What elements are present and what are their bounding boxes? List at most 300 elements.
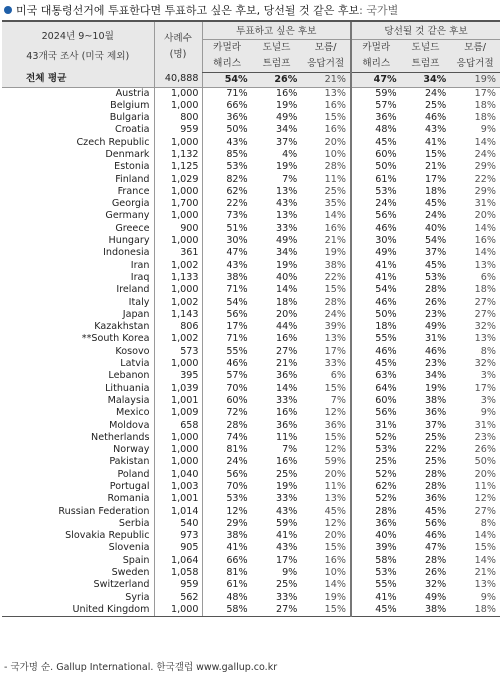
want-trump-cell: 43%	[275, 198, 298, 210]
sample-size-cell: 1,000	[154, 186, 202, 198]
want-trump-cell: 18%	[275, 296, 298, 308]
expect-unknown-cell: 13%	[474, 259, 496, 271]
want-harris-cell: 81%	[202, 567, 252, 579]
col-header-expect-trump-line1: 도널드	[401, 39, 451, 56]
expect-harris-cell: 63%	[351, 370, 401, 382]
sample-size-cell: 1,000	[154, 604, 202, 617]
want-trump-cell: 25%	[275, 579, 298, 591]
want-trump-cell: 41%	[275, 530, 298, 542]
want-harris-cell: 47%	[202, 247, 252, 259]
table-row	[2, 481, 500, 493]
want-harris-cell: 12%	[202, 506, 252, 518]
want-harris-cell: 46%	[202, 358, 252, 370]
expect-unknown-cell: 14%	[474, 222, 496, 234]
want-unknown-cell: 38%	[324, 259, 346, 271]
want-unknown-cell: 14%	[324, 579, 346, 591]
want-trump-cell: 19%	[275, 99, 298, 111]
table-row	[2, 444, 500, 456]
want-harris-cell: 57%	[202, 370, 252, 382]
expect-unknown-cell: 31%	[474, 198, 496, 210]
want-unknown-cell: 17%	[324, 345, 346, 357]
average-expect-unknown: 19%	[450, 72, 500, 87]
sample-size-cell: 900	[154, 223, 202, 235]
want-harris-cell: 29%	[202, 518, 252, 530]
want-harris-cell: 28%	[202, 420, 252, 432]
expect-unknown-cell: 13%	[474, 333, 496, 345]
expect-unknown-cell: 3%	[480, 394, 496, 406]
average-row	[2, 72, 500, 87]
want-harris-cell: 22%	[202, 198, 252, 210]
country-name-cell: Moldova	[109, 419, 150, 431]
country-name-cell: Hungary	[108, 235, 150, 247]
sample-size-cell: 1,014	[154, 506, 202, 518]
want-trump-cell: 59%	[275, 517, 298, 529]
want-unknown-cell: 20%	[324, 530, 346, 542]
want-trump-cell: 34%	[275, 124, 298, 136]
country-name-cell: Finland	[115, 173, 150, 185]
table-row	[2, 198, 500, 210]
want-harris-cell: 54%	[202, 297, 252, 309]
want-trump-cell: 17%	[275, 554, 298, 566]
want-harris-cell: 38%	[202, 530, 252, 542]
expect-unknown-cell: 20%	[474, 468, 496, 480]
expect-trump-cell: 28%	[424, 554, 447, 566]
expect-harris-cell: 55%	[351, 579, 401, 591]
expect-trump-cell: 46%	[424, 112, 447, 124]
country-name-cell: Sweden	[111, 567, 150, 579]
expect-trump-cell: 36%	[424, 407, 447, 419]
want-harris-cell: 56%	[202, 469, 252, 481]
expect-harris-cell: 31%	[351, 420, 401, 432]
want-unknown-cell: 10%	[324, 567, 346, 579]
expect-unknown-cell: 27%	[474, 308, 496, 320]
table-row	[2, 346, 500, 358]
sample-size-cell: 1,143	[154, 309, 202, 321]
want-harris-cell: 24%	[202, 456, 252, 468]
want-trump-cell: 33%	[275, 394, 298, 406]
expect-unknown-cell: 29%	[474, 185, 496, 197]
want-harris-cell: 62%	[202, 186, 252, 198]
expect-harris-cell: 60%	[351, 395, 401, 407]
expect-trump-cell: 38%	[401, 604, 451, 617]
expect-trump-cell: 32%	[424, 579, 447, 591]
expect-unknown-cell: 9%	[480, 407, 496, 419]
expect-trump-cell: 49%	[424, 321, 447, 333]
sample-size-cell: 1,003	[154, 481, 202, 493]
bullet-icon	[4, 6, 12, 14]
want-unknown-cell: 11%	[324, 173, 346, 185]
average-want-harris: 54%	[202, 72, 252, 87]
expect-unknown-cell: 50%	[474, 456, 496, 468]
country-name-cell: Portugal	[109, 481, 150, 492]
expect-unknown-cell: 17%	[474, 87, 496, 99]
expect-unknown-cell: 18%	[450, 604, 500, 617]
table-row	[2, 383, 500, 395]
table-row	[2, 420, 500, 432]
want-trump-cell: 16%	[275, 333, 298, 345]
expect-trump-cell: 21%	[424, 161, 447, 173]
expect-trump-cell: 28%	[424, 468, 447, 480]
want-trump-cell: 34%	[275, 247, 298, 259]
want-harris-cell: 48%	[202, 592, 252, 604]
want-trump-cell: 40%	[275, 271, 298, 283]
expect-unknown-cell: 3%	[480, 370, 496, 382]
expect-harris-cell: 46%	[351, 346, 401, 358]
want-trump-cell: 14%	[275, 382, 298, 394]
sample-size-label: 사례수	[164, 33, 192, 44]
country-name-cell: Kazakhstan	[94, 321, 150, 333]
expect-unknown-cell: 31%	[474, 419, 496, 431]
country-name-cell: Slovenia	[108, 542, 150, 554]
expect-unknown-cell: 18%	[474, 112, 496, 124]
expect-unknown-cell: 32%	[474, 358, 496, 370]
want-unknown-cell: 12%	[324, 517, 346, 529]
expect-trump-cell: 18%	[424, 185, 447, 197]
country-name-cell: Bulgaria	[109, 112, 150, 124]
want-trump-cell: 33%	[275, 591, 298, 603]
expect-harris-cell: 36%	[351, 518, 401, 530]
want-trump-cell: 33%	[275, 222, 298, 234]
country-name-cell: Malaysia	[107, 394, 150, 406]
want-unknown-cell: 16%	[324, 124, 346, 136]
expect-unknown-cell: 26%	[474, 444, 496, 456]
want-harris-cell: 55%	[202, 346, 252, 358]
want-harris-cell: 36%	[202, 112, 252, 124]
want-trump-cell: 13%	[275, 210, 298, 222]
table-row	[2, 395, 500, 407]
table-row	[2, 137, 500, 149]
expect-harris-cell: 41%	[351, 272, 401, 284]
expect-harris-cell: 53%	[351, 567, 401, 579]
expect-unknown-cell: 11%	[474, 481, 496, 492]
col-header-want-harris-line1: 카멀라	[202, 39, 252, 56]
want-trump-cell: 49%	[275, 112, 298, 124]
table-row	[2, 174, 500, 186]
sample-size-cell: 800	[154, 112, 202, 124]
expect-trump-cell: 24%	[424, 87, 447, 99]
table-row	[2, 407, 500, 419]
want-trump-cell: 49%	[275, 235, 298, 247]
survey-scope: 43개국 조사 (미국 제외)	[26, 51, 130, 62]
sample-size-cell: 1,039	[154, 383, 202, 395]
want-unknown-cell: 15%	[324, 431, 346, 443]
want-unknown-cell: 13%	[324, 87, 346, 99]
expect-harris-cell: 50%	[351, 309, 401, 321]
want-harris-cell: 53%	[202, 161, 252, 173]
expect-unknown-cell: 8%	[480, 517, 496, 529]
table-row	[2, 284, 500, 296]
want-harris-cell: 74%	[202, 432, 252, 444]
sample-size-cell: 1,132	[154, 149, 202, 161]
sample-size-cell: 973	[154, 530, 202, 542]
want-harris-cell: 82%	[202, 174, 252, 186]
country-name-cell: Lithuania	[105, 382, 150, 394]
want-unknown-cell: 13%	[324, 333, 346, 345]
average-want-unknown: 21%	[301, 72, 351, 87]
expect-harris-cell: 36%	[351, 112, 401, 124]
expect-trump-cell: 41%	[424, 136, 447, 148]
table-row	[2, 100, 500, 112]
expect-unknown-cell: 15%	[474, 542, 496, 554]
expect-trump-cell: 26%	[424, 296, 447, 308]
table-row	[2, 124, 500, 136]
expect-harris-cell: 60%	[351, 149, 401, 161]
sample-size-cell: 1,002	[154, 297, 202, 309]
want-trump-cell: 11%	[275, 431, 298, 443]
sample-size-cell: 1,002	[154, 260, 202, 272]
sample-size-cell: 361	[154, 247, 202, 259]
average-n: 40,888	[154, 72, 202, 87]
title-row	[4, 2, 398, 18]
country-name-cell: Iraq	[130, 271, 150, 283]
expect-harris-cell: 50%	[351, 161, 401, 173]
want-unknown-cell: 15%	[324, 112, 346, 124]
expect-unknown-cell: 18%	[474, 284, 496, 296]
expect-trump-cell: 23%	[424, 308, 447, 320]
country-name-cell: **South Korea	[81, 333, 150, 345]
want-harris-cell: 41%	[202, 542, 252, 554]
expect-harris-cell: 52%	[351, 432, 401, 444]
want-unknown-cell: 39%	[324, 321, 346, 333]
sample-size-cell: 1,029	[154, 174, 202, 186]
want-trump-cell: 27%	[275, 345, 298, 357]
expect-trump-cell: 49%	[424, 591, 447, 603]
group-header-want: 투표하고 싶은 후보	[202, 21, 351, 39]
country-name-cell: Syria	[125, 591, 150, 603]
expect-harris-cell: 45%	[351, 358, 401, 370]
sample-size-cell: 806	[154, 321, 202, 333]
sample-size-cell: 573	[154, 346, 202, 358]
want-harris-cell: 71%	[202, 87, 252, 100]
expect-harris-cell: 55%	[351, 333, 401, 345]
want-unknown-cell: 12%	[324, 407, 346, 419]
want-trump-cell: 19%	[275, 161, 298, 173]
table-row	[2, 210, 500, 222]
expect-unknown-cell: 13%	[474, 579, 496, 591]
expect-unknown-cell: 14%	[474, 247, 496, 259]
expect-unknown-cell: 32%	[474, 321, 496, 333]
expect-harris-cell: 62%	[351, 481, 401, 493]
country-name-cell: Georgia	[111, 198, 150, 210]
want-unknown-cell: 15%	[324, 542, 346, 554]
expect-harris-cell: 45%	[351, 137, 401, 149]
want-unknown-cell: 13%	[324, 493, 346, 505]
sample-size-cell: 1,002	[154, 333, 202, 345]
want-harris-cell: 53%	[202, 493, 252, 505]
sample-size-cell: 1,000	[154, 358, 202, 370]
expect-unknown-cell: 27%	[474, 505, 496, 517]
expect-harris-cell: 64%	[351, 383, 401, 395]
country-name-cell: Japan	[122, 308, 150, 320]
want-unknown-cell: 59%	[324, 456, 346, 468]
expect-harris-cell: 56%	[351, 407, 401, 419]
expect-unknown-cell: 20%	[474, 210, 496, 222]
want-trump-cell: 9%	[282, 567, 298, 579]
country-name-cell: Latvia	[120, 358, 150, 370]
expect-trump-cell: 45%	[424, 259, 447, 271]
table-row	[2, 555, 500, 567]
col-header-want-unknown-line2: 응답거절	[301, 56, 351, 73]
expect-harris-cell: 53%	[351, 186, 401, 198]
expect-unknown-cell: 9%	[480, 591, 496, 603]
country-name-cell: Russian Federation	[58, 505, 150, 517]
want-harris-cell: 85%	[202, 149, 252, 161]
want-unknown-cell: 22%	[324, 271, 346, 283]
table-row	[2, 567, 500, 579]
want-trump-cell: 7%	[282, 173, 298, 185]
table-row	[2, 260, 500, 272]
expect-harris-cell: 18%	[351, 321, 401, 333]
want-harris-cell: 30%	[202, 235, 252, 247]
want-harris-cell: 72%	[202, 407, 252, 419]
country-name-cell: Lebanon	[108, 370, 150, 382]
expect-trump-cell: 28%	[424, 284, 447, 296]
expect-trump-cell: 31%	[424, 333, 447, 345]
country-name-cell: Denmark	[105, 148, 150, 160]
expect-unknown-cell: 14%	[474, 554, 496, 566]
table-row	[2, 579, 500, 591]
table-row	[2, 149, 500, 161]
table-row	[2, 297, 500, 309]
country-name-cell: Pakistan	[109, 456, 150, 468]
expect-harris-cell: 53%	[351, 444, 401, 456]
want-unknown-cell: 24%	[324, 308, 346, 320]
want-trump-cell: 14%	[275, 284, 298, 296]
expect-harris-cell: 30%	[351, 235, 401, 247]
want-unknown-cell: 45%	[324, 505, 346, 517]
results-table	[2, 20, 500, 617]
country-name-cell: Iran	[130, 259, 150, 271]
expect-trump-cell: 34%	[424, 370, 447, 382]
col-header-expect-trump-line2: 트럼프	[401, 56, 451, 73]
table-row	[2, 518, 500, 530]
want-trump-cell: 19%	[275, 259, 298, 271]
sample-size-cell: 1,040	[154, 469, 202, 481]
want-harris-cell: 61%	[202, 579, 252, 591]
table-row	[2, 186, 500, 198]
country-name-cell: Mexico	[116, 407, 150, 419]
expect-trump-cell: 17%	[424, 173, 447, 185]
expect-unknown-cell: 29%	[474, 161, 496, 173]
sample-size-cell: 1,001	[154, 493, 202, 505]
country-name-cell: Estonia	[114, 161, 150, 173]
want-unknown-cell: 20%	[324, 136, 346, 148]
col-header-expect-harris-line2: 해리스	[351, 56, 401, 73]
average-expect-harris: 47%	[351, 72, 401, 87]
sample-size-cell: 1,001	[154, 395, 202, 407]
expect-unknown-cell: 14%	[474, 530, 496, 542]
country-name-cell: Indonesia	[103, 247, 150, 259]
want-trump-cell: 36%	[275, 370, 298, 382]
want-trump-cell: 19%	[275, 481, 298, 492]
want-harris-cell: 71%	[202, 333, 252, 345]
col-header-want-trump-line1: 도널드	[252, 39, 302, 56]
want-harris-cell: 73%	[202, 210, 252, 222]
expect-harris-cell: 49%	[351, 247, 401, 259]
want-trump-cell: 25%	[275, 468, 298, 480]
want-unknown-cell: 16%	[324, 222, 346, 234]
sample-size-unit: (명)	[169, 49, 187, 60]
page-title: 미국 대통령선거에 투표한다면 투표하고 싶은 후보, 당선될 것 같은 후보	[16, 4, 360, 17]
sample-size-cell: 1,009	[154, 407, 202, 419]
want-unknown-cell: 12%	[324, 444, 346, 456]
table-row	[2, 493, 500, 505]
sample-size-cell: 658	[154, 420, 202, 432]
expect-harris-cell: 46%	[351, 223, 401, 235]
sample-size-cell: 959	[154, 579, 202, 591]
table-row	[2, 112, 500, 124]
want-harris-cell: 71%	[202, 284, 252, 296]
expect-trump-cell: 19%	[424, 382, 447, 394]
country-name-cell: Poland	[117, 468, 150, 480]
country-name-cell: Ireland	[116, 284, 150, 296]
table-row	[2, 247, 500, 259]
sample-size-cell: 1,000	[154, 87, 202, 100]
sample-size-cell: 1,133	[154, 272, 202, 284]
expect-trump-cell: 36%	[424, 493, 447, 505]
expect-unknown-cell: 14%	[474, 136, 496, 148]
want-harris-cell: 51%	[202, 223, 252, 235]
expect-harris-cell: 24%	[351, 198, 401, 210]
expect-trump-cell: 56%	[424, 517, 447, 529]
table-row	[2, 542, 500, 554]
want-harris-cell: 43%	[202, 260, 252, 272]
col-header-expect-harris-line1: 카멀라	[351, 39, 401, 56]
sample-size-cell: 1,000	[154, 444, 202, 456]
sample-size-cell: 1,058	[154, 567, 202, 579]
sample-size-cell: 1,125	[154, 161, 202, 173]
want-trump-cell: 13%	[275, 185, 298, 197]
sample-size-cell: 1,064	[154, 555, 202, 567]
expect-trump-cell: 40%	[424, 222, 447, 234]
country-name-cell: Slovakia Republic	[65, 530, 150, 542]
sample-size-cell: 1,700	[154, 198, 202, 210]
sample-size-cell: 1,000	[154, 100, 202, 112]
want-trump-cell: 37%	[275, 136, 298, 148]
table-row	[2, 506, 500, 518]
expect-trump-cell: 37%	[424, 419, 447, 431]
table-row	[2, 469, 500, 481]
want-harris-cell: 66%	[202, 555, 252, 567]
country-name-cell: Austria	[115, 87, 150, 99]
table-row	[2, 370, 500, 382]
group-header-expect: 당선될 것 같은 후보	[351, 21, 500, 39]
country-name-cell: Germany	[105, 210, 150, 222]
want-trump-cell: 36%	[275, 419, 298, 431]
expect-trump-cell: 45%	[424, 505, 447, 517]
footer-note: - 국가명 순. Gallup International. 한국갤럽 www.gallup.co.kr	[4, 662, 278, 673]
expect-harris-cell: 39%	[351, 542, 401, 554]
country-name-cell: Greece	[115, 222, 150, 234]
country-name-cell: Spain	[122, 554, 150, 566]
table-row	[2, 456, 500, 468]
expect-trump-cell: 43%	[424, 124, 447, 136]
want-unknown-cell: 6%	[330, 370, 346, 382]
expect-harris-cell: 61%	[351, 174, 401, 186]
expect-trump-cell: 47%	[424, 542, 447, 554]
expect-unknown-cell: 16%	[474, 235, 496, 247]
want-trump-cell: 7%	[282, 444, 298, 456]
want-unknown-cell: 28%	[324, 161, 346, 173]
expect-trump-cell: 25%	[424, 431, 447, 443]
expect-harris-cell: 28%	[351, 506, 401, 518]
expect-unknown-cell: 22%	[474, 173, 496, 185]
expect-trump-cell: 45%	[424, 198, 447, 210]
expect-harris-cell: 41%	[351, 592, 401, 604]
expect-trump-cell: 25%	[424, 456, 447, 468]
expect-trump-cell: 15%	[424, 148, 447, 160]
sample-size-cell: 959	[154, 124, 202, 136]
